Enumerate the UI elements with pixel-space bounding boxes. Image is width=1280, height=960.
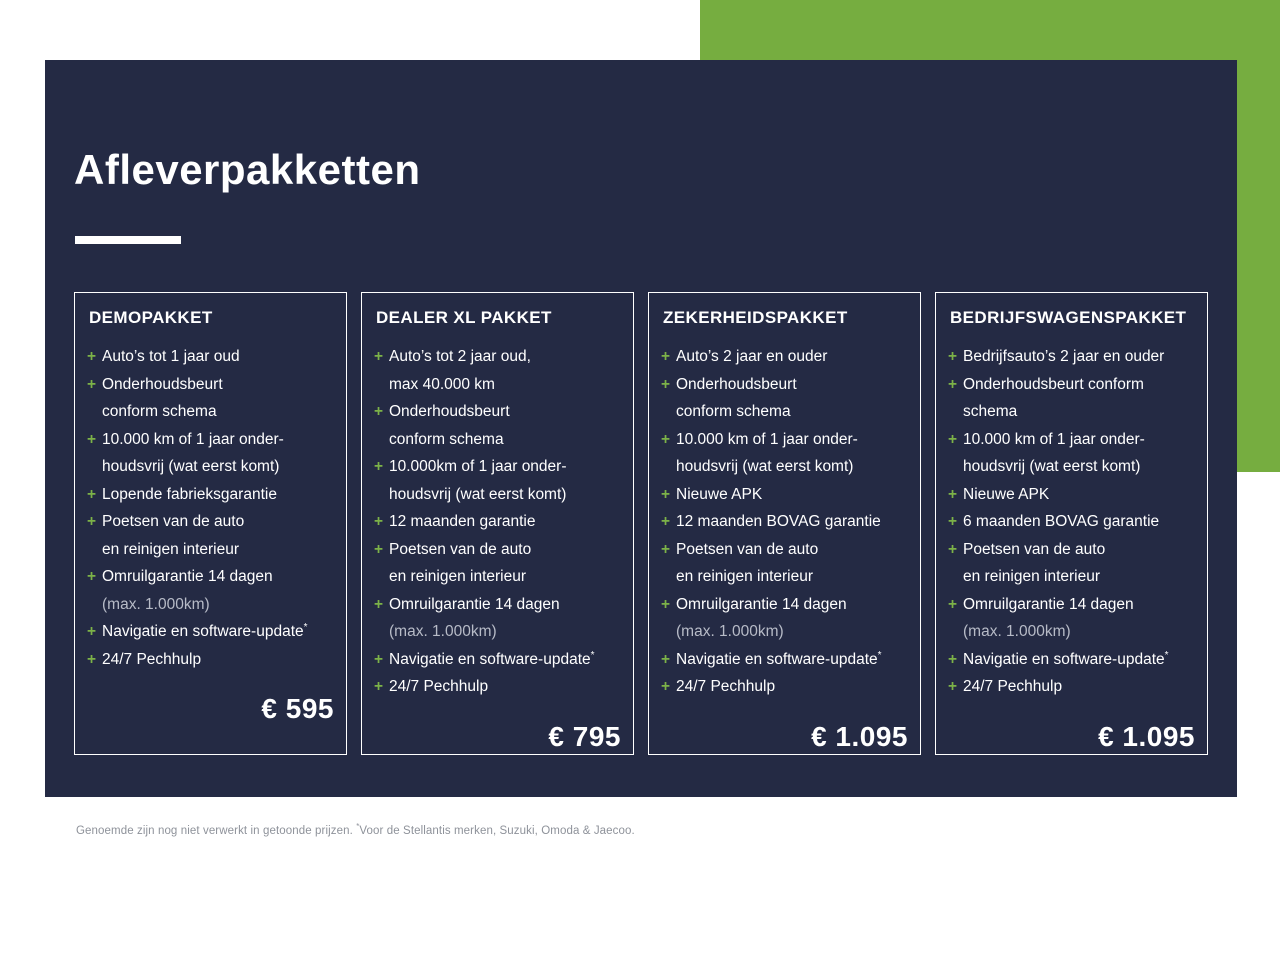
package-feature-item xyxy=(87,426,334,481)
package-feature-item xyxy=(374,673,621,701)
package-feature-item xyxy=(87,508,334,563)
plus-icon: + xyxy=(374,650,384,668)
package-cards-row xyxy=(74,292,1208,755)
package-feature-list xyxy=(948,343,1195,701)
feature-line: Onderhoudsbeurt conform xyxy=(963,375,1144,393)
package-card-title: DEALER XL PAKKET xyxy=(376,308,552,327)
feature-line: 12 maanden BOVAG garantie xyxy=(676,513,881,530)
package-card xyxy=(361,292,634,755)
feature-line: en reinigen interieur xyxy=(963,568,1101,585)
package-feature-list xyxy=(87,343,334,673)
feature-lines xyxy=(389,398,621,453)
feature-line: 10.000 km of 1 jaar onder- xyxy=(963,430,1145,448)
feature-lines xyxy=(963,508,1195,536)
feature-line: houdsvrij (wat eerst komt) xyxy=(963,458,1141,475)
feature-lines xyxy=(963,536,1195,591)
feature-lines xyxy=(963,673,1195,701)
plus-icon: + xyxy=(374,513,384,530)
feature-line: Poetsen van de auto xyxy=(389,540,532,558)
feature-line: Nieuwe APK xyxy=(963,485,1050,503)
feature-line: Omruilgarantie 14 dagen xyxy=(389,595,560,613)
package-card-title: ZEKERHEIDSPAKKET xyxy=(663,308,848,327)
plus-icon: + xyxy=(87,348,97,365)
feature-lines xyxy=(676,371,908,426)
feature-line: Navigatie en software-update* xyxy=(389,649,595,668)
feature-line: houdsvrij (wat eerst komt) xyxy=(389,485,567,503)
package-feature-item xyxy=(661,646,908,674)
feature-line: Onderhoudsbeurt xyxy=(389,403,510,420)
slide-panel xyxy=(45,60,1237,797)
plus-icon: + xyxy=(948,595,958,613)
plus-icon: + xyxy=(948,678,958,695)
feature-lines xyxy=(102,343,334,371)
feature-lines xyxy=(389,508,621,536)
package-feature-item xyxy=(948,343,1195,371)
package-feature-item xyxy=(374,508,621,536)
feature-line: (max. 1.000km) xyxy=(963,623,1071,640)
feature-lines xyxy=(676,481,908,509)
feature-line: Bedrijfsauto’s 2 jaar en ouder xyxy=(963,348,1165,365)
feature-lines xyxy=(676,343,908,371)
feature-line: 12 maanden garantie xyxy=(389,513,536,530)
feature-line: (max. 1.000km) xyxy=(102,595,210,613)
feature-lines xyxy=(963,426,1195,481)
package-feature-item xyxy=(374,536,621,591)
feature-lines xyxy=(389,591,621,646)
feature-lines xyxy=(102,563,334,618)
feature-lines xyxy=(389,453,621,508)
package-feature-item xyxy=(948,508,1195,536)
footnote-text-2: Voor de Stellantis merken, Suzuki, Omoda & Jaecoo. xyxy=(359,824,635,837)
feature-line: conform schema xyxy=(676,403,791,420)
footnote-marker: * xyxy=(877,649,882,661)
package-feature-item xyxy=(661,426,908,481)
title-underline xyxy=(75,236,181,244)
feature-line: Omruilgarantie 14 dagen xyxy=(676,595,847,613)
feature-lines xyxy=(676,591,908,646)
feature-line: 24/7 Pechhulp xyxy=(676,678,776,695)
plus-icon: + xyxy=(87,375,97,393)
feature-lines xyxy=(676,673,908,701)
package-feature-list xyxy=(374,343,621,701)
plus-icon: + xyxy=(661,678,671,695)
plus-icon: + xyxy=(374,678,384,695)
feature-line: houdsvrij (wat eerst komt) xyxy=(102,458,280,475)
feature-line: Lopende fabrieksgarantie xyxy=(102,485,277,503)
feature-line: conform schema xyxy=(102,403,217,420)
package-feature-item xyxy=(948,536,1195,591)
footnote-marker: * xyxy=(356,822,360,831)
package-feature-item xyxy=(87,618,334,646)
package-price: € 595 xyxy=(261,693,334,724)
package-feature-item xyxy=(948,426,1195,481)
feature-line: 24/7 Pechhulp xyxy=(963,678,1063,695)
feature-lines xyxy=(102,371,334,426)
package-price: € 795 xyxy=(548,720,621,752)
plus-icon: + xyxy=(948,513,958,530)
feature-line: conform schema xyxy=(389,430,504,448)
feature-lines xyxy=(676,646,908,674)
feature-line: Auto’s 2 jaar en ouder xyxy=(676,348,828,365)
feature-line: 6 maanden BOVAG garantie xyxy=(963,513,1160,530)
plus-icon: + xyxy=(948,650,958,668)
plus-icon: + xyxy=(87,650,97,668)
feature-line: Navigatie en software-update* xyxy=(102,621,308,640)
feature-lines xyxy=(676,426,908,481)
feature-lines xyxy=(102,508,334,563)
feature-lines xyxy=(102,426,334,481)
package-feature-item xyxy=(661,591,908,646)
feature-line: en reinigen interieur xyxy=(676,568,814,585)
feature-line: 24/7 Pechhulp xyxy=(389,678,489,695)
package-feature-item xyxy=(948,371,1195,426)
plus-icon: + xyxy=(87,623,97,640)
package-feature-item xyxy=(374,453,621,508)
package-feature-item xyxy=(374,646,621,674)
feature-line: (max. 1.000km) xyxy=(389,623,497,640)
feature-lines xyxy=(102,481,334,509)
feature-lines xyxy=(389,536,621,591)
package-feature-item xyxy=(661,536,908,591)
feature-line: Poetsen van de auto xyxy=(963,540,1106,558)
plus-icon: + xyxy=(87,485,97,503)
plus-icon: + xyxy=(661,348,671,365)
package-feature-item xyxy=(948,591,1195,646)
package-price: € 1.095 xyxy=(811,720,908,752)
plus-icon: + xyxy=(374,540,384,558)
feature-lines xyxy=(389,673,621,701)
feature-line: Poetsen van de auto xyxy=(102,513,245,530)
feature-lines xyxy=(963,371,1195,426)
feature-lines xyxy=(963,591,1195,646)
package-feature-item xyxy=(87,563,334,618)
plus-icon: + xyxy=(661,430,671,448)
package-feature-item xyxy=(374,398,621,453)
feature-lines xyxy=(676,508,908,536)
footnote xyxy=(76,822,635,837)
feature-lines xyxy=(963,646,1195,674)
plus-icon: + xyxy=(374,403,384,420)
feature-line: en reinigen interieur xyxy=(102,540,240,558)
footnote-marker: * xyxy=(303,621,308,633)
plus-icon: + xyxy=(948,485,958,503)
plus-icon: + xyxy=(87,430,97,448)
footnote-marker: * xyxy=(1164,649,1169,661)
package-card xyxy=(648,292,921,755)
plus-icon: + xyxy=(374,348,384,365)
plus-icon: + xyxy=(948,375,958,393)
package-feature-item xyxy=(87,343,334,371)
package-feature-item xyxy=(374,343,621,398)
feature-line: Navigatie en software-update* xyxy=(676,649,882,668)
feature-line: 10.000 km of 1 jaar onder- xyxy=(676,430,858,448)
package-feature-item xyxy=(87,371,334,426)
package-feature-item xyxy=(87,481,334,509)
feature-line: Navigatie en software-update* xyxy=(963,649,1169,668)
package-feature-item xyxy=(374,591,621,646)
feature-lines xyxy=(389,646,621,674)
package-feature-item xyxy=(87,646,334,674)
feature-line: 24/7 Pechhulp xyxy=(102,650,202,668)
package-card-title: DEMOPAKKET xyxy=(89,308,213,327)
feature-line: (max. 1.000km) xyxy=(676,623,784,640)
plus-icon: + xyxy=(661,513,671,530)
feature-line: max 40.000 km xyxy=(389,375,495,393)
feature-line: en reinigen interieur xyxy=(389,568,527,585)
package-card xyxy=(935,292,1208,755)
plus-icon: + xyxy=(661,595,671,613)
page-title: Afleverpakketten xyxy=(74,146,421,193)
plus-icon: + xyxy=(661,650,671,668)
package-card xyxy=(74,292,347,755)
footnote-text: Genoemde zijn nog niet verwerkt in getoonde prijzen. xyxy=(76,824,357,837)
package-feature-item xyxy=(661,371,908,426)
feature-lines xyxy=(389,343,621,398)
feature-line: Onderhoudsbeurt xyxy=(676,375,797,393)
plus-icon: + xyxy=(661,375,671,393)
feature-lines xyxy=(102,618,334,646)
feature-line: 10.000 km of 1 jaar onder- xyxy=(102,430,284,448)
package-feature-item xyxy=(661,508,908,536)
package-feature-item xyxy=(948,673,1195,701)
plus-icon: + xyxy=(948,348,958,365)
plus-icon: + xyxy=(87,513,97,530)
plus-icon: + xyxy=(661,485,671,503)
package-feature-item xyxy=(661,343,908,371)
footnote-marker: * xyxy=(590,649,595,661)
package-feature-item xyxy=(948,481,1195,509)
feature-line: Nieuwe APK xyxy=(676,485,763,503)
feature-line: Omruilgarantie 14 dagen xyxy=(102,568,273,585)
package-price: € 1.095 xyxy=(1098,720,1195,752)
feature-line: Auto’s tot 2 jaar oud, xyxy=(389,348,531,365)
feature-lines xyxy=(676,536,908,591)
feature-lines xyxy=(963,481,1195,509)
feature-line: Poetsen van de auto xyxy=(676,540,819,558)
feature-line: houdsvrij (wat eerst komt) xyxy=(676,458,854,475)
plus-icon: + xyxy=(87,568,97,585)
feature-line: 10.000km of 1 jaar onder- xyxy=(389,458,567,475)
plus-icon: + xyxy=(948,540,958,558)
feature-lines xyxy=(963,343,1195,371)
feature-lines xyxy=(102,646,334,674)
feature-line: Omruilgarantie 14 dagen xyxy=(963,595,1134,613)
feature-line: schema xyxy=(963,403,1018,420)
feature-line: Auto’s tot 1 jaar oud xyxy=(102,348,240,365)
package-feature-item xyxy=(948,646,1195,674)
package-card-title: BEDRIJFSWAGENSPAKKET xyxy=(950,308,1187,327)
plus-icon: + xyxy=(374,458,384,475)
package-feature-item xyxy=(661,481,908,509)
plus-icon: + xyxy=(374,595,384,613)
package-feature-list xyxy=(661,343,908,701)
plus-icon: + xyxy=(661,540,671,558)
plus-icon: + xyxy=(948,430,958,448)
package-feature-item xyxy=(661,673,908,701)
feature-line: Onderhoudsbeurt xyxy=(102,375,223,393)
